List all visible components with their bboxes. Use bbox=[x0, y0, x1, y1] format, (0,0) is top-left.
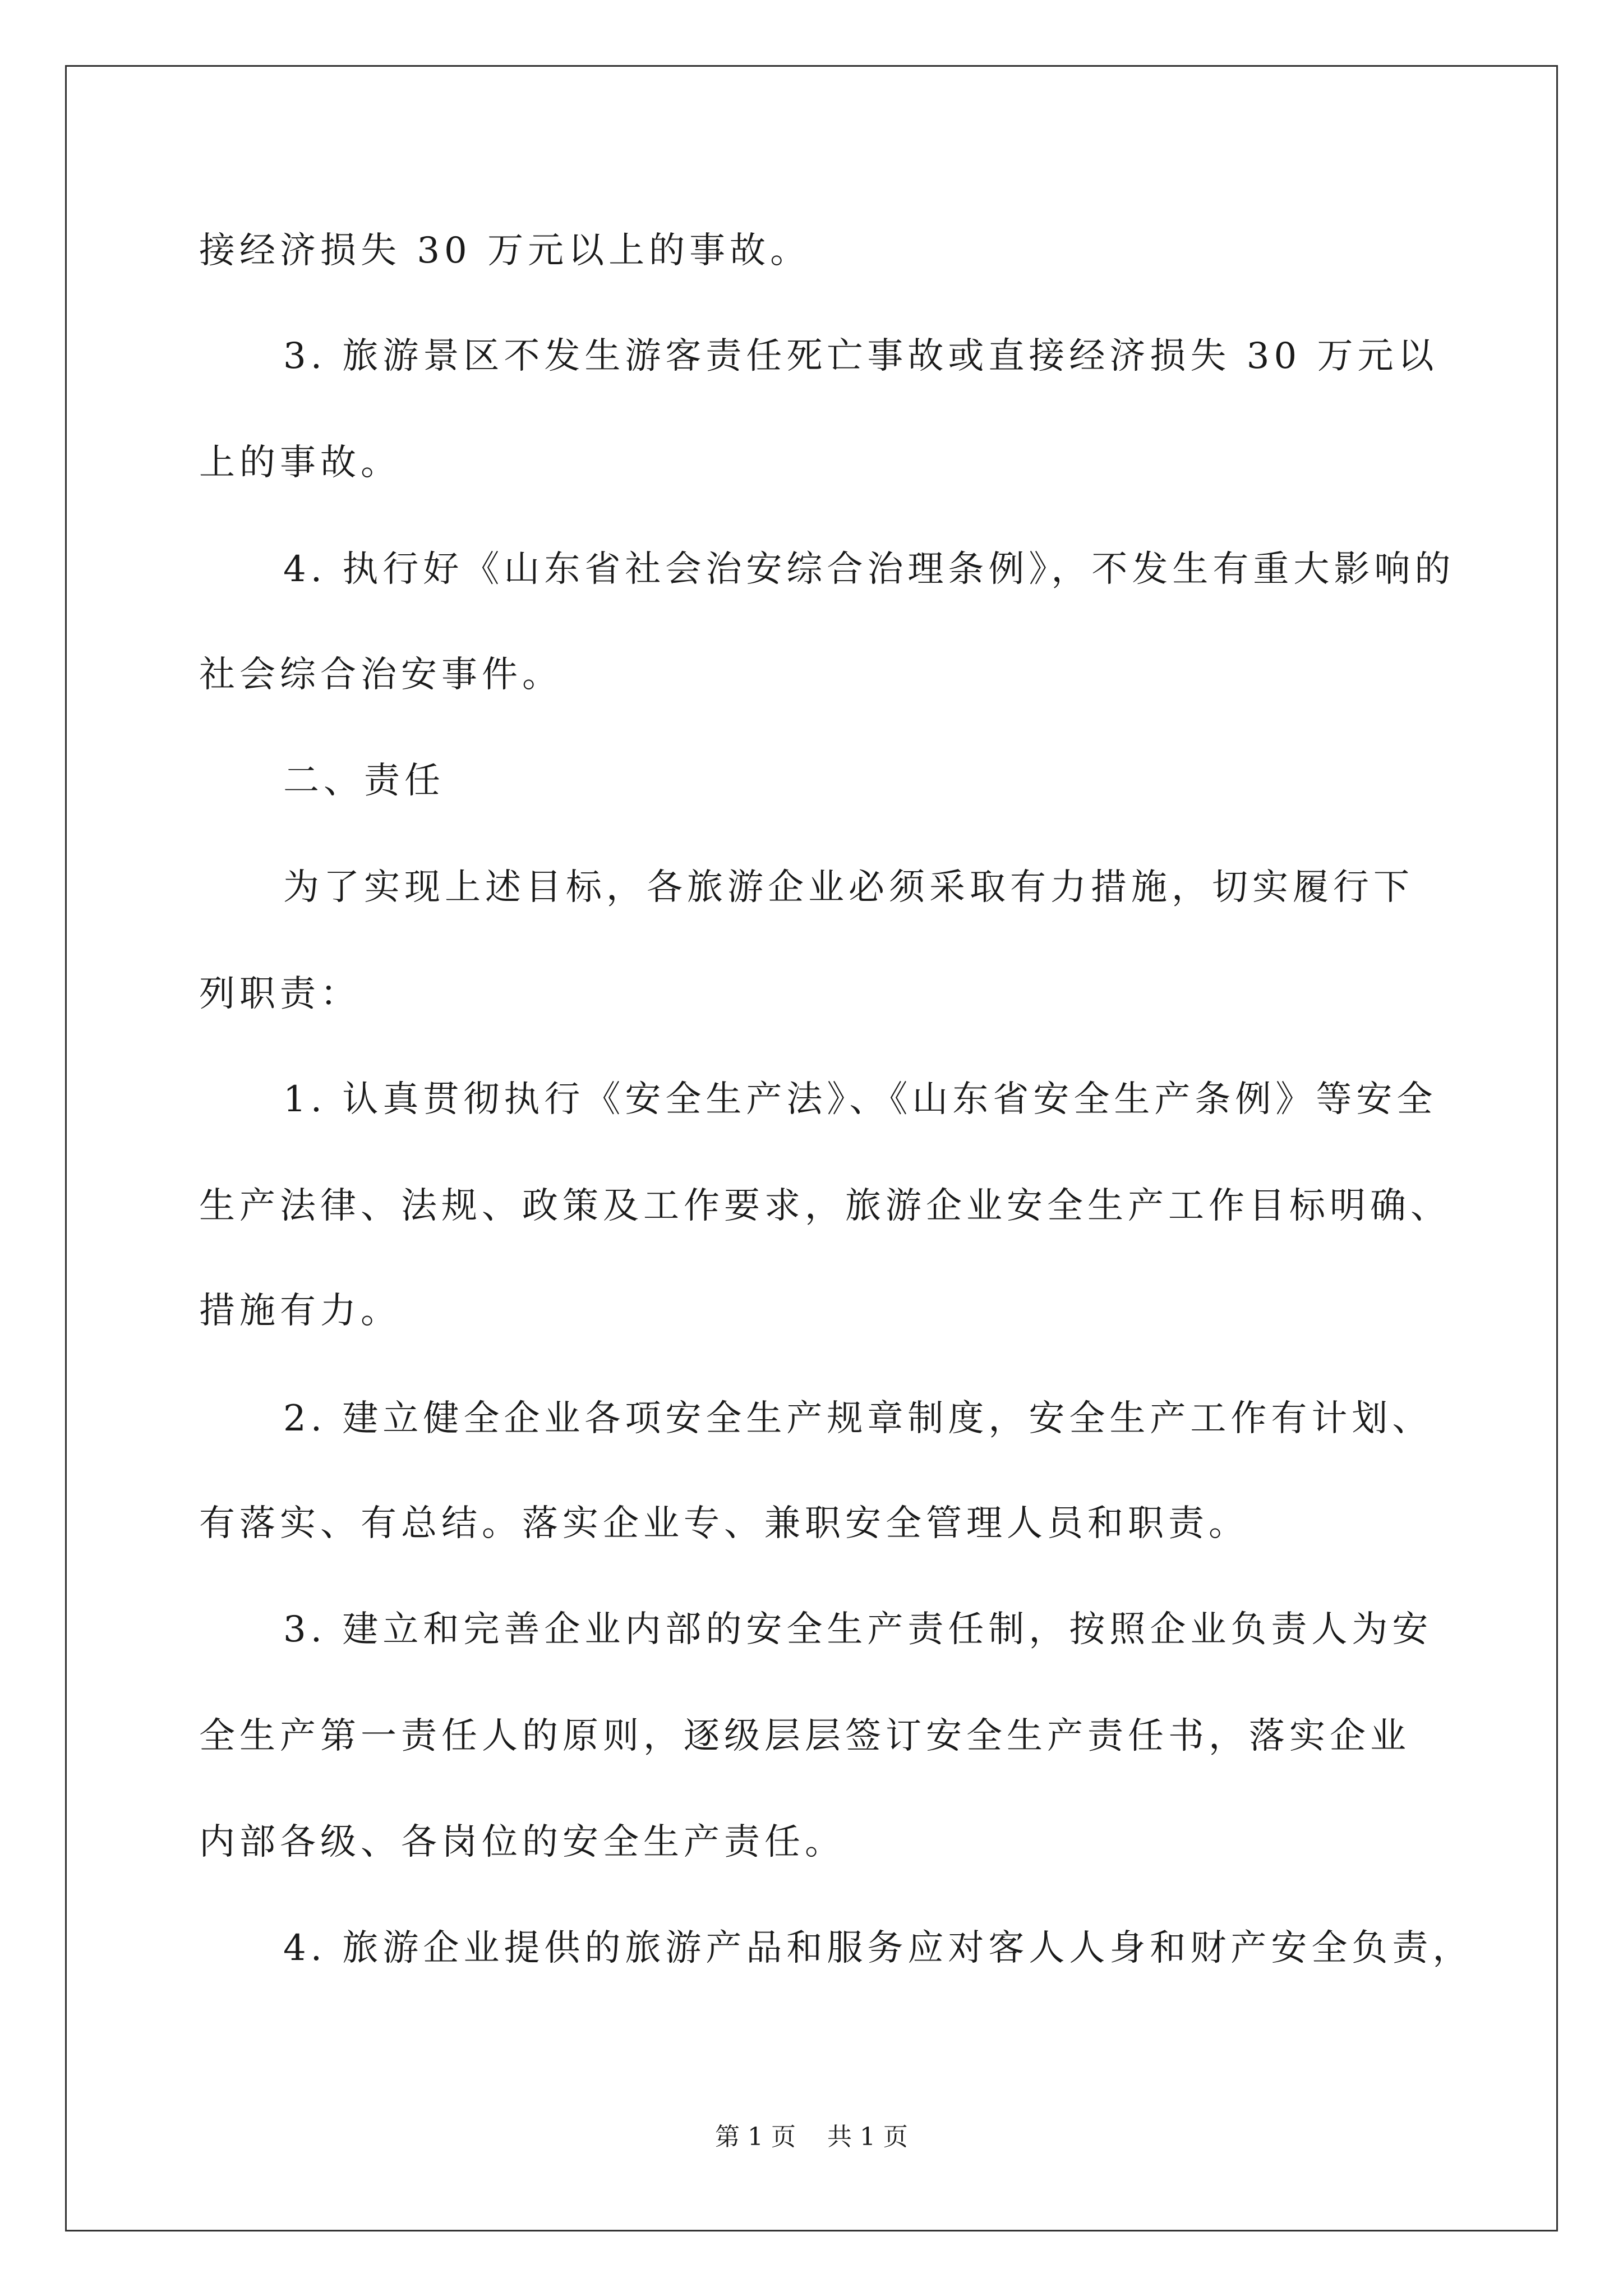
text-line: 4. 执行好《山东省社会治安综合治理条例》，不发生有重大影响的 bbox=[283, 549, 1455, 590]
text-line: 生产法律、法规、政策及工作要求，旅游企业安全生产工作目标明确、 bbox=[199, 1185, 1451, 1227]
text-line: 内部各级、各岗位的安全生产责任。 bbox=[199, 1821, 845, 1863]
section-heading: 二、责任 bbox=[283, 760, 445, 802]
text-line: 3. 旅游景区不发生游客责任死亡事故或直接经济损失 30 万元以 bbox=[283, 335, 1438, 377]
text-line: 上的事故。 bbox=[199, 442, 401, 484]
page-border bbox=[65, 65, 1558, 2231]
text-line: 为了实现上述目标，各旅游企业必须采取有力措施，切实履行下 bbox=[283, 867, 1414, 908]
text-line: 列职责： bbox=[199, 973, 361, 1015]
text-line: 接经济损失 30 万元以上的事故。 bbox=[199, 230, 811, 272]
text-line: 4. 旅游企业提供的旅游产品和服务应对客人人身和财产安全负责， bbox=[283, 1927, 1473, 1969]
text-line: 1. 认真贯彻执行《安全生产法》、《山东省安全生产条例》等安全 bbox=[283, 1079, 1437, 1120]
text-line: 措施有力。 bbox=[199, 1290, 401, 1332]
text-line: 3. 建立和完善企业内部的安全生产责任制，按照企业负责人为安 bbox=[283, 1609, 1433, 1650]
text-line: 2. 建立健全企业各项安全生产规章制度，安全生产工作有计划、 bbox=[283, 1398, 1433, 1439]
text-line: 有落实、有总结。落实企业专、兼职安全管理人员和职责。 bbox=[199, 1503, 1249, 1544]
page-number: 第 1 页 共 1 页 bbox=[715, 2123, 908, 2151]
text-line: 全生产第一责任人的原则，逐级层层签订安全生产责任书，落实企业 bbox=[199, 1715, 1410, 1757]
text-line: 社会综合治安事件。 bbox=[199, 654, 562, 696]
